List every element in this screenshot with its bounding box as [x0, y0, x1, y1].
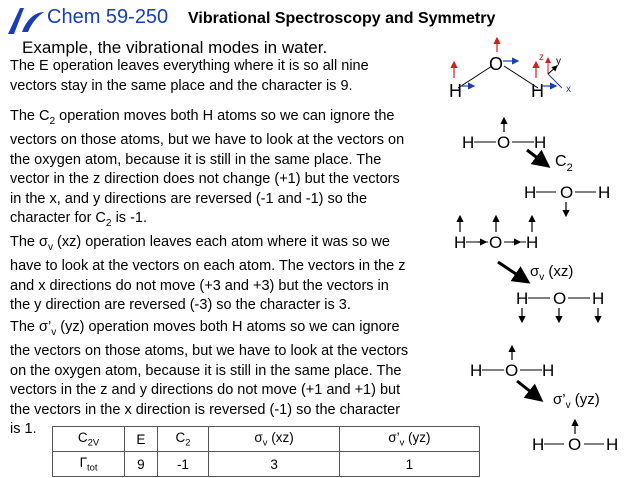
hydrogen-atom: H	[532, 435, 545, 454]
bond-line	[458, 66, 492, 88]
hydrogen-atom: H	[542, 361, 555, 380]
y-axis-arrow	[548, 66, 557, 74]
hydrogen-atom: H	[598, 183, 611, 202]
table-cell: 3	[209, 452, 339, 477]
text-line: The $C_2$ operation moves both H atoms so we can ignore the	[10, 108, 395, 127]
text-line: on the oxygen atom, because it is still in the same place. The	[10, 362, 402, 379]
oxygen-atom: O	[568, 435, 582, 454]
text-line: and x directions do not move (+3 and +3) but the vectors in	[10, 277, 389, 294]
table-cell: $C_{2V}$	[53, 427, 125, 452]
hydrogen-atom: H	[454, 233, 467, 252]
text-line: vectors on those atoms, but we have to look at the vectors on	[10, 132, 405, 149]
oxygen-atom: O	[489, 54, 504, 74]
table-cell: 9	[125, 452, 157, 477]
table-cell: $\Gamma_{tot}$	[53, 452, 125, 477]
operation-arrow	[527, 150, 548, 166]
text-line: have to look at the vectors on each atom. The vectors in the z	[10, 258, 406, 275]
operation-arrow	[498, 262, 528, 282]
operation-arrow	[517, 381, 541, 400]
c2-label: $C_2$	[555, 153, 573, 174]
sigma-v-prime-label: $\sigma’_v$ (yz)	[553, 391, 600, 411]
z-axis-label: z	[539, 52, 544, 63]
text-line: the vectors on those atoms, but we have to look at the vectors	[10, 343, 409, 360]
text-line: the oxygen atom, because it is still in the same place. The	[10, 151, 382, 168]
table-cell: $\sigma’_v$ (yz)	[339, 427, 479, 452]
text-line: The $\sigma_v$ (xz) operation leaves each atom where it was so we	[10, 234, 390, 253]
table-cell: E	[125, 427, 157, 452]
text-line: vectors stay in the same place and the character is 9.	[10, 77, 353, 94]
table-cell: $\sigma_v$ (xz)	[209, 427, 339, 452]
hydrogen-atom: H	[516, 289, 529, 308]
water-molecule-sigma-v-prime	[470, 346, 618, 454]
text-line: The $\sigma’_v$ (yz) operation moves both H atoms so we can ignore	[10, 319, 400, 338]
x-axis-label: x	[566, 84, 571, 95]
oxygen-atom: O	[497, 133, 511, 152]
hydrogen-atom: H	[462, 133, 475, 152]
sigma-v-label: $\sigma_v$ (xz)	[530, 263, 574, 283]
hydrogen-atom: H	[606, 435, 619, 454]
text-line: is 1.	[10, 421, 37, 438]
text-line: vectors in the z and y directions do not move (+1 and +1) but	[10, 382, 401, 399]
hydrogen-atom: H	[592, 289, 605, 308]
y-axis-label: y	[556, 56, 561, 67]
hydrogen-atom: H	[534, 133, 547, 152]
oxygen-atom: O	[560, 183, 574, 202]
page-title: Vibrational Spectroscopy and Symmetry	[188, 10, 496, 27]
table-cell: -1	[157, 452, 209, 477]
text-line: The E operation leaves everything where it is so all nine	[10, 58, 369, 74]
hydrogen-atom: H	[526, 233, 539, 252]
text-line: the y direction are reversed (-3) so the character is 3.	[10, 297, 351, 314]
oxygen-atom: O	[505, 361, 519, 380]
hydrogen-atom: H	[524, 183, 537, 202]
intro-heading: Example, the vibrational modes in water.	[22, 38, 328, 57]
course-title: Chem 59-250	[47, 6, 169, 28]
hydrogen-atom: H	[531, 81, 544, 101]
text-line: the vectors in the x direction is reversed (-1) so the character	[10, 401, 401, 418]
water-molecule-c2	[462, 118, 610, 216]
table-cell: $C_2$	[157, 427, 209, 452]
text-line: vector in the z direction does not change (+1) but the vectors	[10, 171, 400, 188]
text-line: character for $C_2$ is -1.	[10, 210, 147, 230]
table-cell: 1	[339, 452, 479, 477]
hydrogen-atom: H	[449, 81, 462, 101]
oxygen-atom: O	[489, 233, 503, 252]
water-molecule-sigma-v	[454, 216, 604, 322]
text-line: in the x, and y directions are reversed (-1 and -1) so the	[10, 190, 368, 207]
water-molecule-e	[449, 38, 571, 101]
oxygen-atom: O	[553, 289, 567, 308]
hydrogen-atom: H	[470, 361, 483, 380]
